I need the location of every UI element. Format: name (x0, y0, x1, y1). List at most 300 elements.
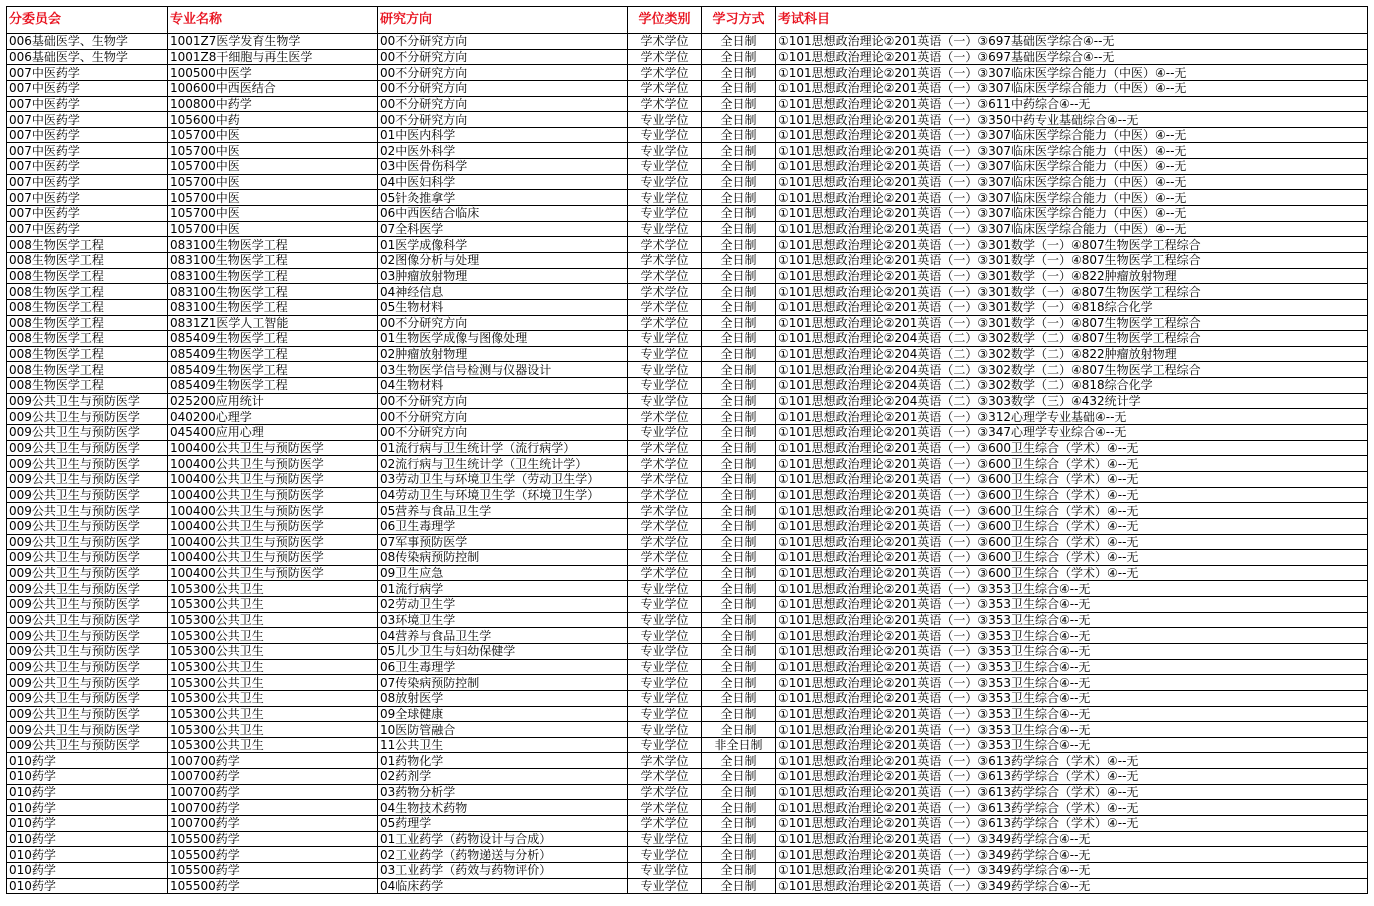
study-mode-cell: 全日制 (702, 174, 776, 190)
study-mode-cell: 全日制 (702, 565, 776, 581)
direction-cell: 02肿瘤放射物理 (378, 346, 628, 362)
committee-cell: 009公共卫生与预防医学 (7, 706, 168, 722)
committee-cell: 007中医药学 (7, 190, 168, 206)
major-cell: 083100生物医学工程 (168, 268, 378, 284)
exam-subjects-cell: ①101思想政治理论②201英语（一）③600卫生综合（学术）④--无 (776, 518, 1368, 534)
direction-cell: 05儿少卫生与妇幼保健学 (378, 643, 628, 659)
exam-subjects-cell: ①101思想政治理论②201英语（一）③307临床医学综合能力（中医）④--无 (776, 221, 1368, 237)
degree-type-cell: 学术学位 (628, 65, 702, 81)
table-row (7, 425, 1368, 441)
degree-type-cell: 学术学位 (628, 315, 702, 331)
exam-subjects-cell: ①101思想政治理论②201英语（一）③353卫生综合④--无 (776, 706, 1368, 722)
table-row (7, 769, 1368, 785)
major-cell: 100700药学 (168, 753, 378, 769)
table-row (7, 237, 1368, 253)
study-mode-cell: 全日制 (702, 440, 776, 456)
committee-cell: 007中医药学 (7, 159, 168, 175)
degree-type-cell: 专业学位 (628, 878, 702, 894)
table-row (7, 503, 1368, 519)
major-cell: 100500中医学 (168, 65, 378, 81)
exam-subjects-cell: ①101思想政治理论②201英语（一）③613药学综合（学术）④--无 (776, 784, 1368, 800)
exam-subjects-cell: ①101思想政治理论②201英语（一）③301数学（一）④807生物医学工程综合 (776, 252, 1368, 268)
exam-subjects-cell: ①101思想政治理论②201英语（一）③301数学（一）④807生物医学工程综合 (776, 315, 1368, 331)
degree-type-cell: 学术学位 (628, 534, 702, 550)
exam-subjects-cell: ①101思想政治理论②201英语（一）③353卫生综合④--无 (776, 675, 1368, 691)
major-cell: 105700中医 (168, 159, 378, 175)
table-row (7, 534, 1368, 550)
degree-type-cell: 专业学位 (628, 378, 702, 394)
direction-cell: 01医学成像科学 (378, 237, 628, 253)
direction-cell: 02图像分析与处理 (378, 252, 628, 268)
degree-type-cell: 专业学位 (628, 643, 702, 659)
exam-subjects-cell: ①101思想政治理论②201英语（一）③349药学综合④--无 (776, 878, 1368, 894)
direction-cell: 03劳动卫生与环境卫生学（劳动卫生学） (378, 471, 628, 487)
study-mode-cell: 全日制 (702, 221, 776, 237)
exam-subjects-cell: ①101思想政治理论②201英语（一）③613药学综合（学术）④--无 (776, 816, 1368, 832)
exam-subjects-cell: ①101思想政治理论②201英语（一）③600卫生综合（学术）④--无 (776, 503, 1368, 519)
major-cell: 105700中医 (168, 221, 378, 237)
degree-type-cell: 专业学位 (628, 206, 702, 222)
study-mode-cell: 全日制 (702, 331, 776, 347)
header-direction: 研究方向 (378, 7, 628, 34)
study-mode-cell: 全日制 (702, 34, 776, 50)
major-cell: 105300公共卫生 (168, 706, 378, 722)
direction-cell: 04生物技术药物 (378, 800, 628, 816)
degree-type-cell: 专业学位 (628, 675, 702, 691)
exam-subjects-cell: ①101思想政治理论②201英语（一）③600卫生综合（学术）④--无 (776, 456, 1368, 472)
exam-subjects-cell: ①101思想政治理论②201英语（一）③600卫生综合（学术）④--无 (776, 534, 1368, 550)
degree-type-cell: 专业学位 (628, 362, 702, 378)
direction-cell: 00不分研究方向 (378, 65, 628, 81)
committee-cell: 006基础医学、生物学 (7, 49, 168, 65)
major-cell: 100400公共卫生与预防医学 (168, 487, 378, 503)
study-mode-cell: 全日制 (702, 753, 776, 769)
direction-cell: 01流行病学 (378, 581, 628, 597)
table-row (7, 487, 1368, 503)
committee-cell: 006基础医学、生物学 (7, 34, 168, 50)
major-cell: 085409生物医学工程 (168, 378, 378, 394)
direction-cell: 01流行病与卫生统计学（流行病学） (378, 440, 628, 456)
degree-type-cell: 学术学位 (628, 49, 702, 65)
degree-type-cell: 学术学位 (628, 784, 702, 800)
direction-cell: 04临床药学 (378, 878, 628, 894)
major-cell: 025200应用统计 (168, 393, 378, 409)
degree-type-cell: 学术学位 (628, 456, 702, 472)
committee-cell: 007中医药学 (7, 206, 168, 222)
study-mode-cell: 全日制 (702, 675, 776, 691)
study-mode-cell: 全日制 (702, 252, 776, 268)
study-mode-cell: 全日制 (702, 393, 776, 409)
major-cell: 100700药学 (168, 784, 378, 800)
degree-type-cell: 学术学位 (628, 800, 702, 816)
major-cell: 105500药学 (168, 847, 378, 863)
degree-type-cell: 专业学位 (628, 159, 702, 175)
committee-cell: 009公共卫生与预防医学 (7, 612, 168, 628)
direction-cell: 08传染病预防控制 (378, 550, 628, 566)
major-cell: 105300公共卫生 (168, 659, 378, 675)
study-mode-cell: 全日制 (702, 800, 776, 816)
degree-type-cell: 学术学位 (628, 769, 702, 785)
degree-type-cell: 学术学位 (628, 96, 702, 112)
table-row (7, 174, 1368, 190)
study-mode-cell: 全日制 (702, 127, 776, 143)
committee-cell: 009公共卫生与预防医学 (7, 440, 168, 456)
exam-subjects-cell: ①101思想政治理论②201英语（一）③353卫生综合④--无 (776, 690, 1368, 706)
study-mode-cell: 全日制 (702, 612, 776, 628)
degree-type-cell: 学术学位 (628, 284, 702, 300)
major-cell: 1001Z8干细胞与再生医学 (168, 49, 378, 65)
major-cell: 083100生物医学工程 (168, 299, 378, 315)
degree-type-cell: 学术学位 (628, 252, 702, 268)
direction-cell: 01药物化学 (378, 753, 628, 769)
committee-cell: 008生物医学工程 (7, 252, 168, 268)
committee-cell: 007中医药学 (7, 80, 168, 96)
study-mode-cell: 全日制 (702, 456, 776, 472)
direction-cell: 00不分研究方向 (378, 34, 628, 50)
study-mode-cell: 全日制 (702, 284, 776, 300)
study-mode-cell: 全日制 (702, 315, 776, 331)
degree-type-cell: 专业学位 (628, 690, 702, 706)
major-cell: 083100生物医学工程 (168, 284, 378, 300)
degree-type-cell: 学术学位 (628, 503, 702, 519)
exam-subjects-cell: ①101思想政治理论②201英语（一）③353卫生综合④--无 (776, 659, 1368, 675)
study-mode-cell: 全日制 (702, 816, 776, 832)
study-mode-cell: 全日制 (702, 49, 776, 65)
committee-cell: 007中医药学 (7, 112, 168, 128)
degree-type-cell: 学术学位 (628, 753, 702, 769)
enrollment-table (6, 6, 1368, 894)
direction-cell: 06中西医结合临床 (378, 206, 628, 222)
table-row (7, 378, 1368, 394)
degree-type-cell: 学术学位 (628, 409, 702, 425)
exam-subjects-cell: ①101思想政治理论②201英语（一）③353卫生综合④--无 (776, 628, 1368, 644)
direction-cell: 09全球健康 (378, 706, 628, 722)
exam-subjects-cell: ①101思想政治理论②201英语（一）③307临床医学综合能力（中医）④--无 (776, 206, 1368, 222)
direction-cell: 08放射医学 (378, 690, 628, 706)
exam-subjects-cell: ①101思想政治理论②201英语（一）③600卫生综合（学术）④--无 (776, 471, 1368, 487)
committee-cell: 008生物医学工程 (7, 299, 168, 315)
table-row (7, 471, 1368, 487)
committee-cell: 009公共卫生与预防医学 (7, 722, 168, 738)
degree-type-cell: 学术学位 (628, 237, 702, 253)
major-cell: 105700中医 (168, 206, 378, 222)
study-mode-cell: 全日制 (702, 534, 776, 550)
exam-subjects-cell: ①101思想政治理论②201英语（一）③600卫生综合（学术）④--无 (776, 440, 1368, 456)
direction-cell: 00不分研究方向 (378, 409, 628, 425)
exam-subjects-cell: ①101思想政治理论②201英语（一）③600卫生综合（学术）④--无 (776, 550, 1368, 566)
table-row (7, 268, 1368, 284)
table-row (7, 581, 1368, 597)
committee-cell: 007中医药学 (7, 127, 168, 143)
direction-cell: 07军事预防医学 (378, 534, 628, 550)
degree-type-cell: 专业学位 (628, 612, 702, 628)
exam-subjects-cell: ①101思想政治理论②204英语（二）③302数学（二）④818综合化学 (776, 378, 1368, 394)
degree-type-cell: 专业学位 (628, 831, 702, 847)
direction-cell: 03环境卫生学 (378, 612, 628, 628)
direction-cell: 03生物医学信号检测与仪器设计 (378, 362, 628, 378)
study-mode-cell: 全日制 (702, 143, 776, 159)
table-row (7, 143, 1368, 159)
table-row (7, 252, 1368, 268)
committee-cell: 009公共卫生与预防医学 (7, 550, 168, 566)
degree-type-cell: 专业学位 (628, 581, 702, 597)
major-cell: 100600中西医结合 (168, 80, 378, 96)
major-cell: 085409生物医学工程 (168, 346, 378, 362)
exam-subjects-cell: ①101思想政治理论②201英语（一）③301数学（一）④822肿瘤放射物理 (776, 268, 1368, 284)
direction-cell: 00不分研究方向 (378, 315, 628, 331)
committee-cell: 010药学 (7, 753, 168, 769)
direction-cell: 07传染病预防控制 (378, 675, 628, 691)
table-row (7, 800, 1368, 816)
direction-cell: 09卫生应急 (378, 565, 628, 581)
study-mode-cell: 全日制 (702, 847, 776, 863)
major-cell: 100700药学 (168, 800, 378, 816)
study-mode-cell: 全日制 (702, 831, 776, 847)
direction-cell: 02工业药学（药物递送与分析） (378, 847, 628, 863)
direction-cell: 02劳动卫生学 (378, 597, 628, 613)
major-cell: 105300公共卫生 (168, 690, 378, 706)
major-cell: 105300公共卫生 (168, 737, 378, 753)
degree-type-cell: 学术学位 (628, 550, 702, 566)
direction-cell: 00不分研究方向 (378, 80, 628, 96)
direction-cell: 04中医妇科学 (378, 174, 628, 190)
table-row (7, 706, 1368, 722)
exam-subjects-cell: ①101思想政治理论②204英语（二）③302数学（二）④822肿瘤放射物理 (776, 346, 1368, 362)
committee-cell: 009公共卫生与预防医学 (7, 456, 168, 472)
major-cell: 100400公共卫生与预防医学 (168, 565, 378, 581)
table-row (7, 284, 1368, 300)
degree-type-cell: 专业学位 (628, 221, 702, 237)
committee-cell: 010药学 (7, 800, 168, 816)
study-mode-cell: 全日制 (702, 471, 776, 487)
header-row (7, 7, 1368, 34)
direction-cell: 03药物分析学 (378, 784, 628, 800)
direction-cell: 06卫生毒理学 (378, 518, 628, 534)
study-mode-cell: 全日制 (702, 784, 776, 800)
major-cell: 0831Z1医学人工智能 (168, 315, 378, 331)
committee-cell: 009公共卫生与预防医学 (7, 471, 168, 487)
direction-cell: 06卫生毒理学 (378, 659, 628, 675)
study-mode-cell: 全日制 (702, 206, 776, 222)
degree-type-cell: 学术学位 (628, 565, 702, 581)
table-row (7, 440, 1368, 456)
table-row (7, 409, 1368, 425)
table-row (7, 659, 1368, 675)
table-row (7, 565, 1368, 581)
direction-cell: 03肿瘤放射物理 (378, 268, 628, 284)
study-mode-cell: 全日制 (702, 690, 776, 706)
committee-cell: 009公共卫生与预防医学 (7, 737, 168, 753)
degree-type-cell: 学术学位 (628, 518, 702, 534)
direction-cell: 04生物材料 (378, 378, 628, 394)
committee-cell: 009公共卫生与预防医学 (7, 534, 168, 550)
direction-cell: 05药理学 (378, 816, 628, 832)
direction-cell: 03中医骨伤科学 (378, 159, 628, 175)
study-mode-cell: 全日制 (702, 409, 776, 425)
major-cell: 085409生物医学工程 (168, 331, 378, 347)
degree-type-cell: 学术学位 (628, 816, 702, 832)
study-mode-cell: 非全日制 (702, 737, 776, 753)
table-row (7, 346, 1368, 362)
degree-type-cell: 专业学位 (628, 127, 702, 143)
table-row (7, 722, 1368, 738)
major-cell: 085409生物医学工程 (168, 362, 378, 378)
study-mode-cell: 全日制 (702, 597, 776, 613)
table-row (7, 550, 1368, 566)
committee-cell: 009公共卫生与预防医学 (7, 565, 168, 581)
committee-cell: 010药学 (7, 831, 168, 847)
committee-cell: 010药学 (7, 769, 168, 785)
study-mode-cell: 全日制 (702, 862, 776, 878)
major-cell: 100400公共卫生与预防医学 (168, 534, 378, 550)
committee-cell: 009公共卫生与预防医学 (7, 518, 168, 534)
exam-subjects-cell: ①101思想政治理论②204英语（二）③302数学（二）④807生物医学工程综合 (776, 331, 1368, 347)
major-cell: 045400应用心理 (168, 425, 378, 441)
direction-cell: 10医防管融合 (378, 722, 628, 738)
table-row (7, 190, 1368, 206)
direction-cell: 00不分研究方向 (378, 96, 628, 112)
study-mode-cell: 全日制 (702, 722, 776, 738)
table-row (7, 643, 1368, 659)
direction-cell: 04劳动卫生与环境卫生学（环境卫生学） (378, 487, 628, 503)
direction-cell: 00不分研究方向 (378, 112, 628, 128)
study-mode-cell: 全日制 (702, 769, 776, 785)
committee-cell: 008生物医学工程 (7, 362, 168, 378)
direction-cell: 04神经信息 (378, 284, 628, 300)
direction-cell: 01工业药学（药物设计与合成） (378, 831, 628, 847)
exam-subjects-cell: ①101思想政治理论②201英语（一）③301数学（一）④807生物医学工程综合 (776, 284, 1368, 300)
exam-subjects-cell: ①101思想政治理论②201英语（一）③353卫生综合④--无 (776, 643, 1368, 659)
table-row (7, 816, 1368, 832)
degree-type-cell: 专业学位 (628, 706, 702, 722)
study-mode-cell: 全日制 (702, 65, 776, 81)
header-degree-type: 学位类别 (628, 7, 702, 34)
header-major: 专业名称 (168, 7, 378, 34)
major-cell: 105600中药 (168, 112, 378, 128)
table-row (7, 628, 1368, 644)
direction-cell: 05针灸推拿学 (378, 190, 628, 206)
major-cell: 105300公共卫生 (168, 612, 378, 628)
exam-subjects-cell: ①101思想政治理论②201英语（一）③307临床医学综合能力（中医）④--无 (776, 80, 1368, 96)
major-cell: 100400公共卫生与预防医学 (168, 456, 378, 472)
committee-cell: 010药学 (7, 862, 168, 878)
degree-type-cell: 专业学位 (628, 628, 702, 644)
degree-type-cell: 专业学位 (628, 190, 702, 206)
table-row (7, 331, 1368, 347)
direction-cell: 02中医外科学 (378, 143, 628, 159)
exam-subjects-cell: ①101思想政治理论②201英语（一）③307临床医学综合能力（中医）④--无 (776, 65, 1368, 81)
degree-type-cell: 学术学位 (628, 268, 702, 284)
table-row (7, 675, 1368, 691)
table-row (7, 49, 1368, 65)
study-mode-cell: 全日制 (702, 878, 776, 894)
table-row (7, 456, 1368, 472)
committee-cell: 009公共卫生与预防医学 (7, 597, 168, 613)
exam-subjects-cell: ①101思想政治理论②204英语（二）③303数学（三）④432统计学 (776, 393, 1368, 409)
degree-type-cell: 专业学位 (628, 143, 702, 159)
major-cell: 105300公共卫生 (168, 643, 378, 659)
committee-cell: 009公共卫生与预防医学 (7, 628, 168, 644)
committee-cell: 008生物医学工程 (7, 346, 168, 362)
table-row (7, 112, 1368, 128)
major-cell: 105700中医 (168, 127, 378, 143)
table-row (7, 393, 1368, 409)
major-cell: 100400公共卫生与预防医学 (168, 440, 378, 456)
study-mode-cell: 全日制 (702, 112, 776, 128)
direction-cell: 00不分研究方向 (378, 49, 628, 65)
table-row (7, 80, 1368, 96)
major-cell: 105300公共卫生 (168, 581, 378, 597)
degree-type-cell: 学术学位 (628, 80, 702, 96)
degree-type-cell: 专业学位 (628, 331, 702, 347)
major-cell: 1001Z7医学发育生物学 (168, 34, 378, 50)
exam-subjects-cell: ①101思想政治理论②201英语（一）③697基础医学综合④--无 (776, 49, 1368, 65)
degree-type-cell: 专业学位 (628, 737, 702, 753)
committee-cell: 009公共卫生与预防医学 (7, 409, 168, 425)
table-row (7, 362, 1368, 378)
study-mode-cell: 全日制 (702, 378, 776, 394)
exam-subjects-cell: ①101思想政治理论②201英语（一）③353卫生综合④--无 (776, 597, 1368, 613)
major-cell: 083100生物医学工程 (168, 237, 378, 253)
committee-cell: 009公共卫生与预防医学 (7, 643, 168, 659)
committee-cell: 009公共卫生与预防医学 (7, 393, 168, 409)
major-cell: 083100生物医学工程 (168, 252, 378, 268)
study-mode-cell: 全日制 (702, 237, 776, 253)
study-mode-cell: 全日制 (702, 518, 776, 534)
direction-cell: 02药剂学 (378, 769, 628, 785)
major-cell: 100400公共卫生与预防医学 (168, 471, 378, 487)
degree-type-cell: 学术学位 (628, 440, 702, 456)
major-cell: 100800中药学 (168, 96, 378, 112)
committee-cell: 008生物医学工程 (7, 331, 168, 347)
exam-subjects-cell: ①101思想政治理论②201英语（一）③353卫生综合④--无 (776, 612, 1368, 628)
study-mode-cell: 全日制 (702, 503, 776, 519)
exam-subjects-cell: ①101思想政治理论②201英语（一）③307临床医学综合能力（中医）④--无 (776, 127, 1368, 143)
study-mode-cell: 全日制 (702, 659, 776, 675)
degree-type-cell: 专业学位 (628, 112, 702, 128)
table-row (7, 784, 1368, 800)
exam-subjects-cell: ①101思想政治理论②201英语（一）③600卫生综合（学术）④--无 (776, 487, 1368, 503)
table-row (7, 96, 1368, 112)
major-cell: 105700中医 (168, 190, 378, 206)
committee-cell: 009公共卫生与预防医学 (7, 581, 168, 597)
major-cell: 105300公共卫生 (168, 675, 378, 691)
exam-subjects-cell: ①101思想政治理论②201英语（一）③600卫生综合（学术）④--无 (776, 565, 1368, 581)
committee-cell: 010药学 (7, 847, 168, 863)
major-cell: 105300公共卫生 (168, 597, 378, 613)
table-row (7, 315, 1368, 331)
direction-cell: 05营养与食品卫生学 (378, 503, 628, 519)
committee-cell: 008生物医学工程 (7, 315, 168, 331)
committee-cell: 008生物医学工程 (7, 237, 168, 253)
table-row (7, 737, 1368, 753)
major-cell: 105500药学 (168, 831, 378, 847)
direction-cell: 11公共卫生 (378, 737, 628, 753)
study-mode-cell: 全日制 (702, 159, 776, 175)
exam-subjects-cell: ①101思想政治理论②201英语（一）③697基础医学综合④--无 (776, 34, 1368, 50)
major-cell: 100400公共卫生与预防医学 (168, 503, 378, 519)
header-study-mode: 学习方式 (702, 7, 776, 34)
study-mode-cell: 全日制 (702, 190, 776, 206)
degree-type-cell: 专业学位 (628, 722, 702, 738)
table-row (7, 847, 1368, 863)
table-row (7, 34, 1368, 50)
major-cell: 040200心理学 (168, 409, 378, 425)
direction-cell: 04营养与食品卫生学 (378, 628, 628, 644)
exam-subjects-cell: ①101思想政治理论②201英语（一）③301数学（一）④807生物医学工程综合 (776, 237, 1368, 253)
major-cell: 105700中医 (168, 174, 378, 190)
direction-cell: 05生物材料 (378, 299, 628, 315)
